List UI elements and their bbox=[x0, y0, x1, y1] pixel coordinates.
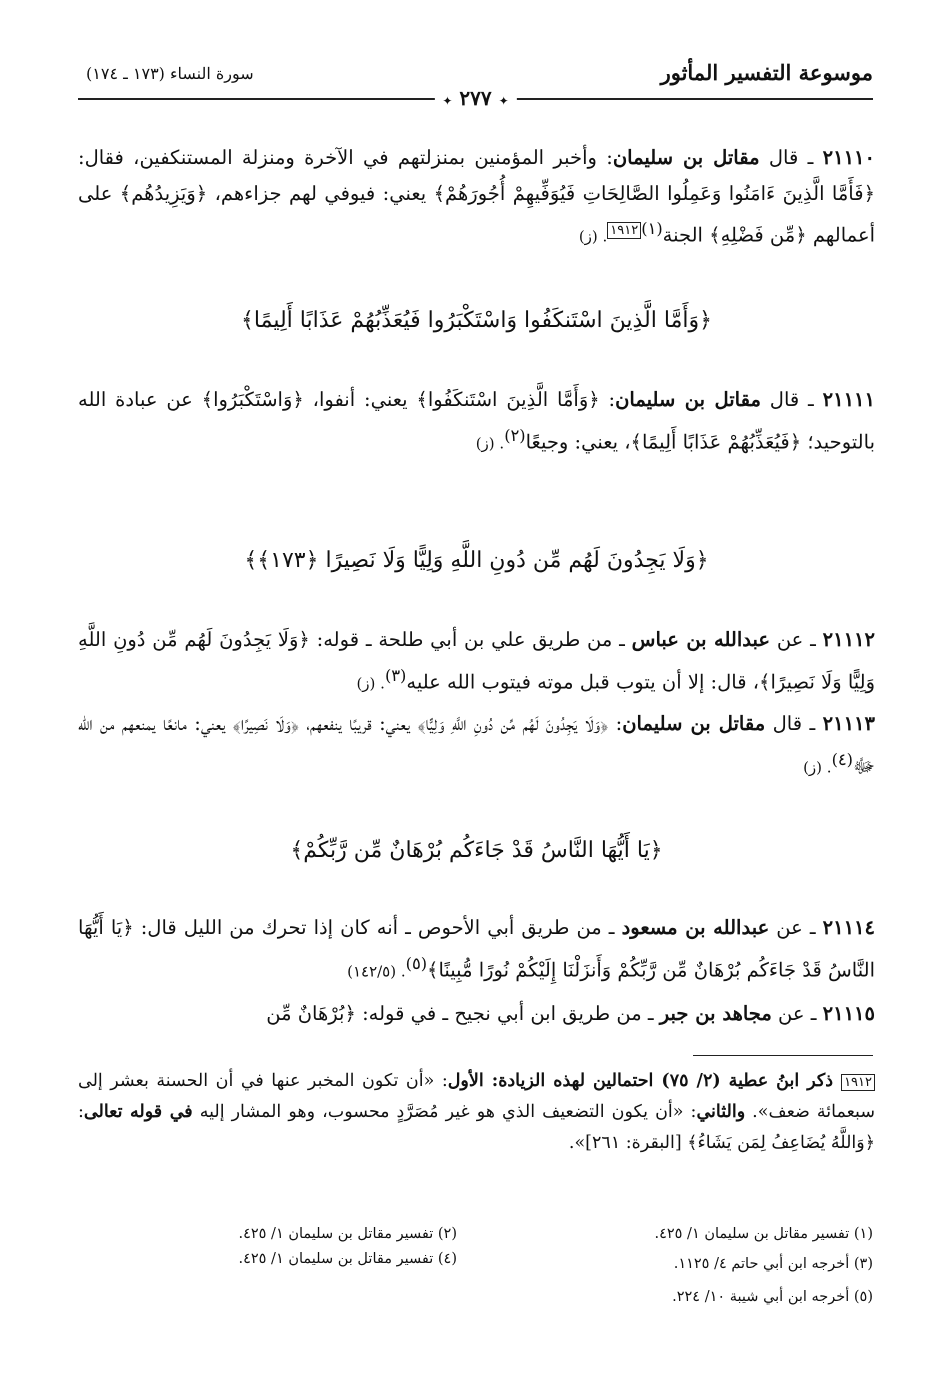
narration-21110 bbox=[78, 140, 875, 255]
narration-21114 bbox=[78, 910, 875, 990]
narration-text: ـ من طريق ابن أبي نجيح ـ في قوله: ﴿بُرْهَانٌ مِّن bbox=[266, 1002, 660, 1025]
verse-heading: ﴿وَلَا يَجِدُونَ لَهُم مِّن دُونِ اللَّهِ وَلِيًّا وَلَا نَصِيرًا ﴿١٧٣﴾﴾ bbox=[244, 548, 709, 573]
note-second-text: : «أن يكون التضعيف الذي هو غير مُصَرَّدٍ محسوب، وهو المشار إليه bbox=[192, 1102, 697, 1122]
page-header bbox=[78, 58, 873, 110]
page-number: ٢٧٧ bbox=[459, 86, 492, 110]
verse-heading: ﴿يَا أَيُّهَا النَّاسُ قَدْ جَاءَكُم بُرْهَانٌ مِّن رَّبِّكُمْ﴾ bbox=[290, 838, 663, 863]
footnote-ref: (٢) bbox=[504, 425, 526, 445]
narration-21113 bbox=[78, 706, 875, 786]
narrator-name: مجاهد بن جبر bbox=[659, 1002, 772, 1025]
narrator-name: عبدالله بن مسعود bbox=[621, 916, 770, 939]
footnote-ref: (٣) bbox=[384, 665, 407, 685]
note-in-verse-label: في قوله تعالى bbox=[83, 1102, 193, 1122]
narration-intro: ـ قال bbox=[760, 388, 823, 411]
narration-number: ٢١١١٠ bbox=[822, 146, 876, 169]
footnote-4: (٤) تفسير مقاتل بن سليمان ١/ ٤٢٥. bbox=[238, 1251, 457, 1267]
note-lead: ذكر ابنُ عطية (٢/ ٧٥) احتمالين لهذه الزيادة: bbox=[483, 1071, 842, 1091]
narration-intro: ـ قال bbox=[759, 146, 823, 169]
source-code: . (ز) bbox=[803, 758, 832, 776]
narration-intro: ـ عن bbox=[769, 916, 823, 939]
note-first-label: الأول bbox=[447, 1071, 484, 1091]
ornament-icon: ✦ bbox=[498, 94, 509, 108]
narrator-name: عبدالله بن عباس bbox=[631, 628, 771, 651]
narration-text: ـ من طريق أبي الأحوص ـ أنه كان إذا تحرك من الليل قال: ﴿يَا أَيُّهَا النَّاسُ قَدْ جَاءَكُم بُرْهَانٌ مِّن رَّبِّكُمْ وَأَنزَلْنَا إِلَيْكُمْ نُورًا مُّبِينًا﴾ bbox=[78, 916, 875, 981]
surah-reference: سورة النساء (١٧٣ ـ ١٧٤) bbox=[86, 64, 254, 83]
footnote-ref: (٥) bbox=[405, 953, 428, 973]
narration-text: ـ من طريق علي بن أبي طلحة ـ قوله: ﴿وَلَا يَجِدُونَ لَهُم مِّن دُونِ اللَّهِ وَلِيًّا وَلَا نَصِيرًا﴾، قال: إلا أن يتوب قبل موته فيتوب الله عليه bbox=[78, 628, 875, 693]
narration-intro: ـ قال bbox=[765, 712, 823, 735]
narration-text: : وأخبر المؤمنين بمنزلتهم في الآخرة ومنزلة المستنكفين، فقال: ﴿فَأَمَّا الَّذِينَ ءَامَنُوا وَعَمِلُوا الصَّالِحَاتِ فَيُوَفِّيهِمْ أُجُورَهُمْ﴾ يعني: فيوفي لهم جزاءهم، ﴿وَيَزِيدُهُم﴾ على أعمالهم ﴿مِّن فَضْلِهِ﴾ الجنة bbox=[78, 146, 875, 247]
narration-text: : ﴿وَأَمَّا الَّذِينَ اسْتَنكَفُوا﴾ يعني: أنفوا، ﴿وَاسْتَكْبَرُوا﴾ عن عبادة الله بالتوحيد؛ ﴿فَيُعَذِّبُهُمْ عَذَابًا أَلِيمًا﴾، يعني: وجيعًا bbox=[78, 388, 875, 453]
source-code: . (١٤٢/٥) bbox=[347, 962, 406, 980]
narrator-name: مقاتل بن سليمان bbox=[615, 388, 761, 411]
narration-intro: ـ عن bbox=[771, 1002, 823, 1025]
commentary-note bbox=[78, 1066, 875, 1159]
footnote-separator bbox=[693, 1055, 873, 1056]
narration-21115 bbox=[78, 996, 875, 1032]
note-tail: : ﴿وَاللَّهُ يُضَاعِفُ لِمَن يَشَاءُ﴾ [البقرة: ٢٦١]». bbox=[78, 1102, 875, 1153]
page-number-block bbox=[434, 86, 516, 110]
narration-number: ٢١١١٢ bbox=[822, 628, 876, 651]
footnote-ref: (٤) bbox=[831, 749, 853, 769]
footnote-1: (١) تفسير مقاتل بن سليمان ١/ ٤٢٥. bbox=[654, 1226, 873, 1242]
narration-21112 bbox=[78, 622, 875, 702]
narration-number: ٢١١١٥ bbox=[822, 1002, 875, 1025]
narrator-name: مقاتل بن سليمان bbox=[612, 146, 760, 169]
book-title: موسوعة التفسير المأثور bbox=[660, 60, 873, 85]
note-second-label: والثاني bbox=[696, 1102, 746, 1122]
narration-text: : ﴿وَلَا يَجِدُونَ لَهُم مِّن دُونِ اللَّهِ وَلِيًّا﴾ يعني: قريبًا ينفعهم، ﴿وَلَا نَصِيرًا﴾ يعني: مانعًا يمنعهم من الله ﷻ bbox=[78, 712, 875, 777]
note-box: ١٩١٢ bbox=[841, 1074, 875, 1091]
narration-number: ٢١١١٤ bbox=[822, 916, 875, 939]
verse-heading: ﴿وَأَمَّا الَّذِينَ اسْتَنكَفُوا وَاسْتَكْبَرُوا فَيُعَذِّبُهُمْ عَذَابًا أَلِيمًا﴾ bbox=[241, 308, 712, 333]
footnote-2: (٢) تفسير مقاتل بن سليمان ١/ ٤٢٥. bbox=[238, 1226, 457, 1242]
source-code: . (ز) bbox=[356, 674, 385, 692]
footnote-5: (٥) أخرجه ابن أبي شيبة ١٠/ ٢٢٤. bbox=[672, 1289, 873, 1305]
ornament-icon: ✦ bbox=[442, 94, 453, 108]
narration-21111 bbox=[78, 382, 875, 462]
narration-intro: ـ عن bbox=[770, 628, 823, 651]
footnote-3: (٣) أخرجه ابن أبي حاتم ٤/ ١١٢٥. bbox=[673, 1256, 873, 1272]
note-ref-box: ١٩١٢ bbox=[607, 222, 641, 239]
narration-number: ٢١١١٣ bbox=[822, 712, 875, 735]
note-first-text: : «أن تكون المخبر عنها في أن الحسنة بعشر إلى سبعمائة ضعف». bbox=[78, 1071, 875, 1122]
source-code: . (ز) bbox=[475, 434, 505, 452]
narrator-name: مقاتل بن سليمان bbox=[622, 712, 766, 735]
footnote-ref: (١) bbox=[641, 219, 663, 238]
source-code: . (ز) bbox=[578, 227, 608, 246]
narration-number: ٢١١١١ bbox=[822, 388, 875, 411]
